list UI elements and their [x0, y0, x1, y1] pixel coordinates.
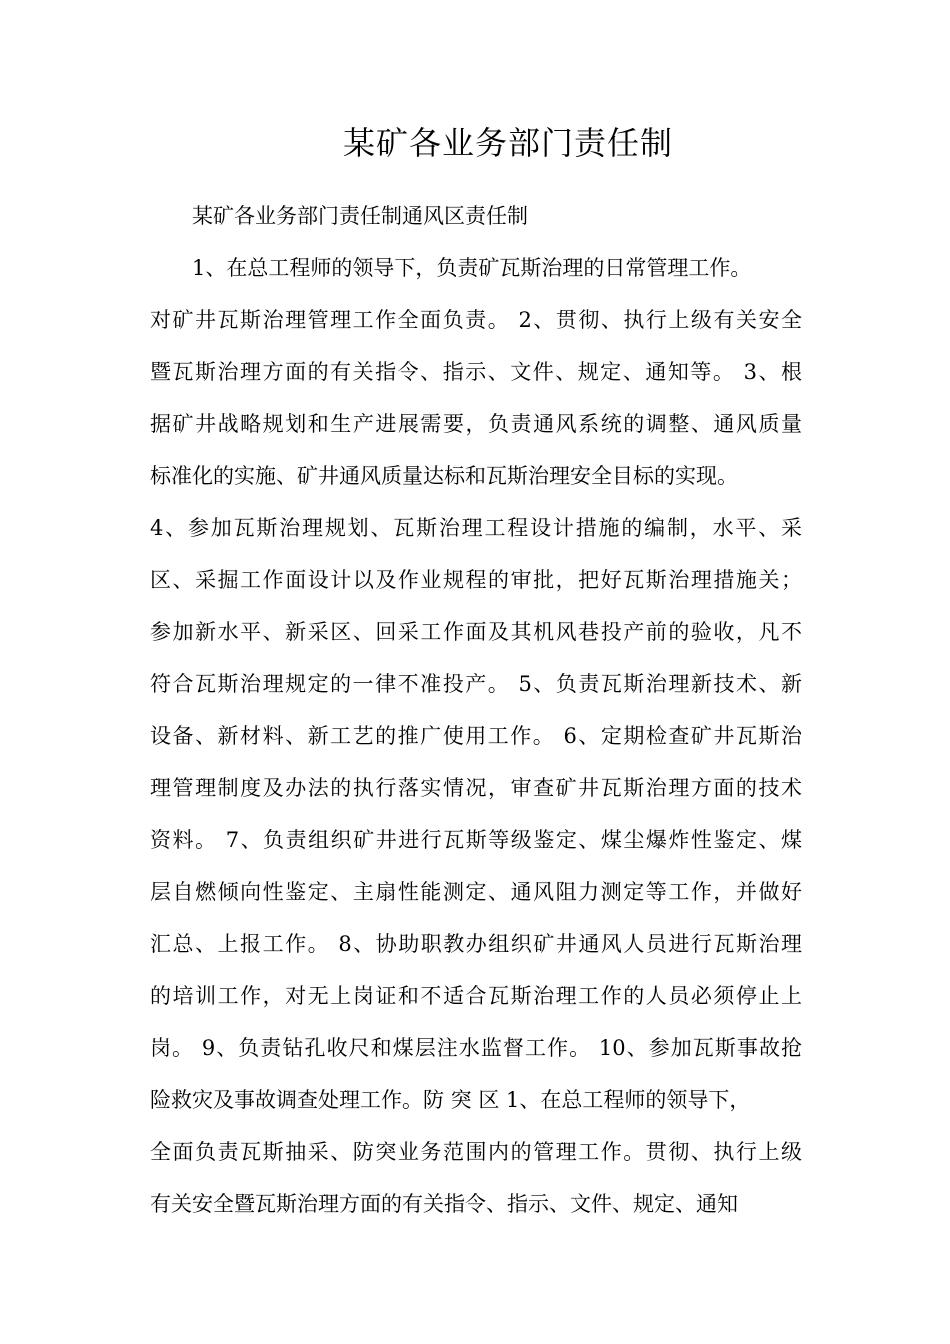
paragraph-line: 4、参加瓦斯治理规划、瓦斯治理工程设计措施的编制，水平、采	[150, 516, 802, 540]
paragraph-line: 参加新水平、新采区、回采工作面及其机风巷投产前的验收，凡不	[150, 620, 802, 644]
paragraph-line: 层自燃倾向性鉴定、主扇性能测定、通风阻力测定等工作，并做好	[150, 880, 802, 904]
paragraph-line: 险救灾及事故调查处理工作。防 突 区 1、在总工程师的领导下，	[150, 1088, 751, 1112]
paragraph-line: 1、在总工程师的领导下，负责矿瓦斯治理的日常管理工作。	[192, 256, 752, 280]
paragraph-line: 设备、新材料、新工艺的推广使用工作。 6、定期检查矿井瓦斯治	[150, 724, 802, 748]
subtitle-line: 某矿各业务部门责任制通风区责任制	[192, 204, 528, 228]
paragraph-line: 全面负责瓦斯抽采、防突业务范围内的管理工作。贯彻、执行上级	[150, 1140, 802, 1164]
paragraph-line: 暨瓦斯治理方面的有关指令、指示、文件、规定、通知等。 3、根	[150, 360, 802, 384]
paragraph-line: 据矿井战略规划和生产进展需要，负责通风系统的调整、通风质量	[150, 412, 802, 436]
paragraph-line: 有关安全暨瓦斯治理方面的有关指令、指示、文件、规定、通知	[150, 1192, 738, 1216]
paragraph-line: 标准化的实施、矿井通风质量达标和瓦斯治理安全目标的实现。	[150, 464, 738, 488]
paragraph-line: 资料。 7、负责组织矿井进行瓦斯等级鉴定、煤尘爆炸性鉴定、煤	[150, 828, 802, 852]
paragraph-line: 区、采掘工作面设计以及作业规程的审批，把好瓦斯治理措施关；	[150, 568, 802, 592]
paragraph-line: 岗。 9、负责钻孔收尺和煤层注水监督工作。 10、参加瓦斯事故抢	[150, 1036, 802, 1060]
paragraph-line: 汇总、上报工作。 8、协助职教办组织矿井通风人员进行瓦斯治理	[150, 932, 802, 956]
paragraph-line: 的培训工作，对无上岗证和不适合瓦斯治理工作的人员必须停止上	[150, 984, 802, 1008]
paragraph-line: 符合瓦斯治理规定的一律不准投产。 5、负责瓦斯治理新技术、新	[150, 672, 802, 696]
paragraph-line: 理管理制度及办法的执行落实情况，审查矿井瓦斯治理方面的技术	[150, 776, 802, 800]
paragraph-line: 对矿井瓦斯治理管理工作全面负责。 2、贯彻、执行上级有关安全	[150, 308, 802, 332]
document-title: 某矿各业务部门责任制	[342, 124, 673, 162]
document-body	[150, 190, 802, 1230]
